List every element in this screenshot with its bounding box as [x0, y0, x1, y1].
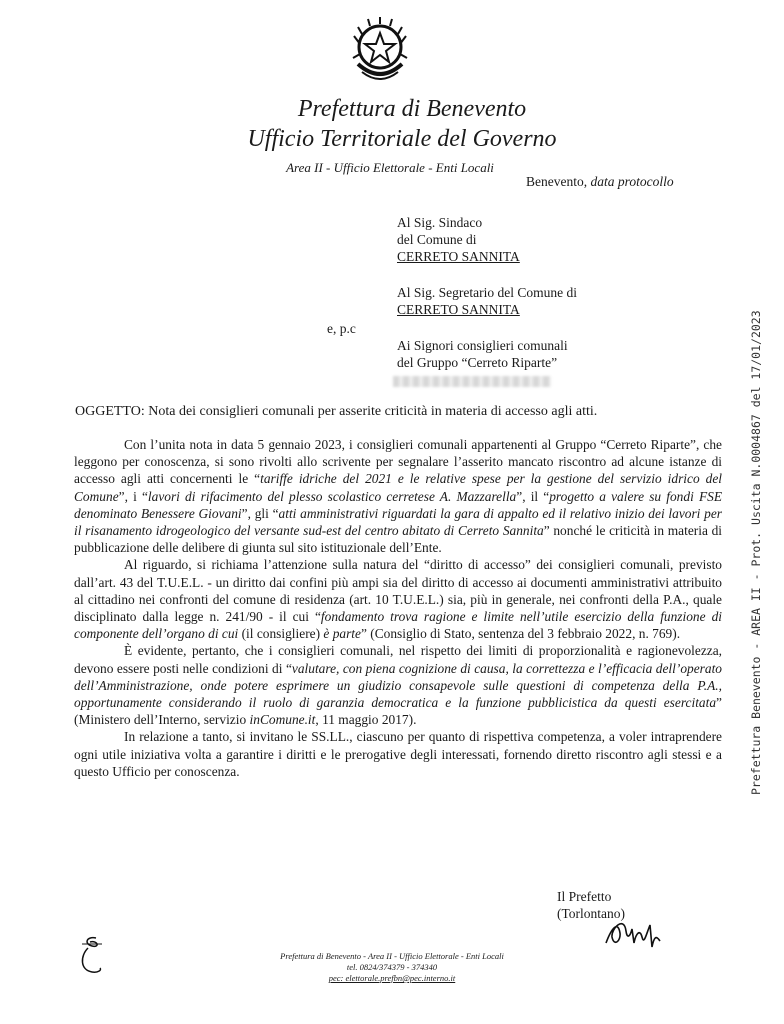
text-run: Con l’unita nota in data 5 gennaio 2023, i consiglieri comunali appartenenti al Gruppo “Cerreto Riparte”, che leggono per conoscenza, si sono rivolti allo scrivente per segnalare l’asserito mancato riscontro ad alcune istanze di accesso agli atti concernenti le “ — [74, 437, 722, 487]
paragraph-4: In relazione a tanto, si invitano le SS.LL., ciascuno per quanto di rispettiva competenza, a voler intraprendere ogni utile iniziativa volta a garantire i diritti e le prerogative degli interessati, fornendo diretto riscontro agli stessi e a questo Ufficio per conoscenza. — [74, 729, 722, 779]
header-subtitle: Ufficio Territoriale del Governo — [247, 126, 557, 152]
subject-line: OGGETTO: Nota dei consiglieri comunali per asserite criticità in materia di accesso agli atti. — [75, 404, 598, 419]
quoted-run: tariffe idriche del 2021 e le relative spese per la gestione del servizio idrico del Comune — [74, 471, 722, 504]
date-label: data protocollo — [590, 174, 674, 189]
handwritten-signature-icon — [602, 907, 662, 955]
dateline — [526, 174, 674, 190]
recipient-municipality: CERRETO SANNITA — [397, 302, 520, 317]
date-city: Benevento, — [526, 174, 588, 189]
recipient-municipality: CERRETO SANNITA — [397, 249, 520, 264]
footer-phone: tel. 0824/374379 - 374340 — [346, 962, 438, 972]
quoted-run: è parte — [323, 626, 361, 642]
recipient-line: Al Sig. Segretario del Comune di — [397, 285, 577, 300]
recipient-secretary — [397, 284, 577, 318]
quoted-run: atti amministrativi riguardati la gara di appalto ed il relativo inizio dei lavori per il risanamento idrogeologico del versante sud-est del centro abitato di Cerreto Sannita — [74, 505, 722, 539]
recipient-councillors — [397, 337, 568, 371]
text-run: Al riguardo, si richiama l’attenzione sulla natura del “diritto di accesso” dei consiglieri comunali, previsto dall’art. 43 del T.U.E.L. - un diritto dai confini più ampi sia del diritto di accesso ai documenti amministrativi attribuito al cittadino nei confronti del comune di residenza (art. 10 T.U.E.L.) sia, più in generale, nei confronti della P.A., quale disciplinato dalla legge n. 241/90 - il cui “ — [74, 557, 722, 625]
letter-body — [74, 436, 722, 780]
recipient-line: Al Sig. Sindaco — [397, 215, 483, 230]
text-run: ” (Ministero dell’Interno, servizio — [74, 695, 722, 728]
recipient-line: del Comune di — [397, 232, 477, 247]
quoted-run: lavori di rifacimento del plesso scolastico cerretese A. Mazzarella — [147, 488, 517, 504]
text-run: ” (Consiglio di Stato, sentenza del 3 febbraio 2022, n. 769). — [360, 626, 681, 642]
text-run: ”, gli “ — [241, 505, 279, 521]
text-run: È evidente, pertanto, che i consiglieri comunali, nel rispetto dei limiti di proporzionalità e ragionevolezza, devono essere posti nelle condizioni di “ — [74, 643, 722, 676]
protocol-stamp: Prefettura Benevento - AREA II - Prot. Uscita N.0004867 del 17/01/2023 — [749, 310, 763, 795]
paragraph-3 — [74, 642, 722, 728]
header-area: Area II - Ufficio Elettorale - Enti Locali — [286, 160, 494, 175]
header-title: Prefettura di Benevento — [297, 96, 527, 122]
recipient-line: del Gruppo “Cerreto Riparte” — [397, 355, 558, 370]
text-run: , 11 maggio 2017). — [315, 712, 417, 728]
paragraph-2 — [74, 556, 722, 642]
text-run: ”, i “ — [118, 488, 148, 504]
redacted-text — [393, 376, 551, 387]
text-run: (il consigliere) — [238, 626, 324, 642]
epc-label: e, p.c — [327, 321, 356, 336]
paragraph-1 — [74, 436, 722, 556]
text-run: ” nonché le criticità in materia di pubblicazione delle delibere di giunta sul sito istituzionale dell’Ente. — [74, 523, 722, 556]
signatory-name: (Torlontano) — [557, 906, 626, 921]
footer-pec: pec: elettorale.prefbn@pec.interno.it — [328, 973, 456, 983]
footer-office: Prefettura di Benevento - Area II - Ufficio Elettorale - Enti Locali — [280, 951, 504, 961]
quoted-run: fondamento trova ragione e limite nell’utile esercizio della funzione di componente dell’organo di cui — [74, 609, 722, 642]
recipient-line: Ai Signori consiglieri comunali — [397, 338, 568, 353]
text-run: ”, il “ — [516, 488, 550, 504]
footer — [0, 951, 784, 984]
signatory-title: Il Prefetto — [557, 889, 612, 904]
recipient-mayor — [397, 214, 520, 265]
quoted-run: inComune.it — [249, 712, 316, 728]
quoted-run: valutare, con piena cognizione di causa, la correttezza e l’efficacia dell’operato dell’Amministrazione, onde potere esprimere un giudizio consapevole sulle questioni di competenza della P.A., opportunamente considerando il ruolo di garanzia democratica e la funzione pubblicistica da questi esercitata — [74, 660, 722, 711]
republic-emblem-icon — [348, 14, 412, 88]
quoted-run: progetto a valere su fondi FSE denominato Benessere Giovani — [74, 488, 723, 521]
